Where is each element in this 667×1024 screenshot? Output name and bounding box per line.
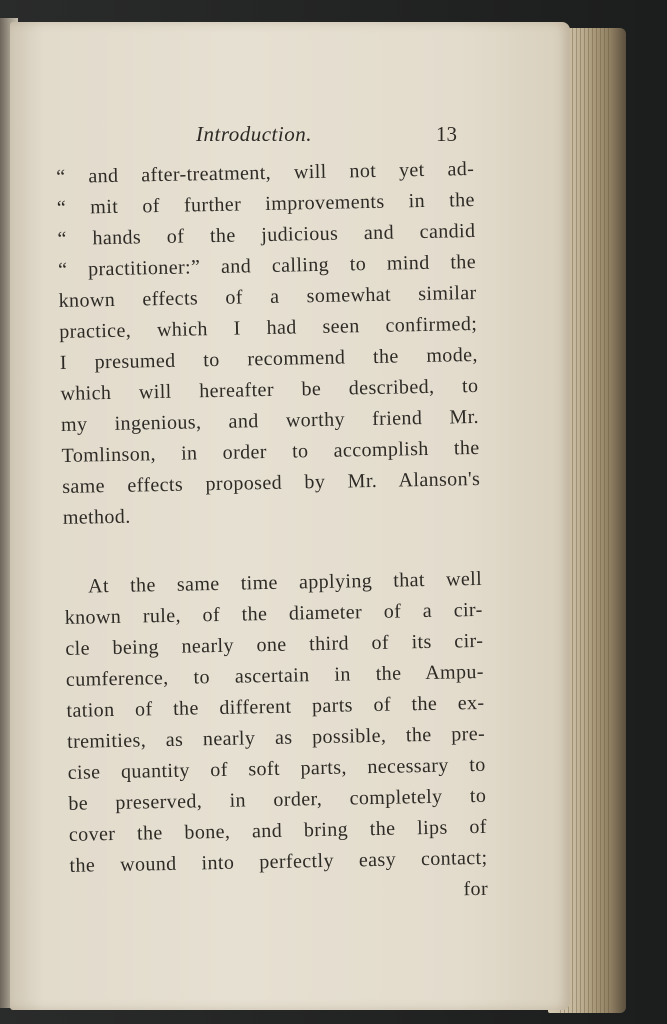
text-line: the wound into perfectly easy contact; [69,846,488,877]
text-line: practice, which I had seen confirmed; [59,312,478,343]
text-line: “ practitioner:” and calling to mind the [57,250,477,281]
text-line: be preserved, in order, completely to [68,784,487,815]
text-line: cumference, to ascertain in the Ampu- [65,660,485,691]
body-text [56,154,488,913]
text-line: my ingenious, and worthy friend Mr. [60,405,480,436]
catchword: for [463,877,489,901]
text-line: tremities, as nearly as possible, the pre- [66,722,486,753]
text-line: “ mit of further improvements in the [56,188,476,219]
text-line: I presumed to recommend the mode, [59,343,478,374]
text-line: cise quantity of soft parts, necessary to [67,753,486,784]
text-line: known effects of a somewhat similar [58,281,477,312]
page-header [10,122,570,156]
text-line: cover the bone, and bring the lips of [68,815,488,846]
text-line: same effects proposed by Mr. Alanson's [62,467,481,498]
text-line: tation of the different parts of the ex- [66,691,485,722]
paragraph-2 [64,564,488,882]
page-number: 13 [436,122,457,146]
book-page [10,22,570,1010]
text-line: which will hereafter be described, to [60,374,479,405]
text-line: known rule, of the diameter of a cir- [64,598,483,629]
paragraph-1 [56,154,481,534]
running-head: Introduction. [196,122,312,146]
text-line: “ hands of the judicious and candid [57,219,476,250]
text-line: At the same time applying that well [87,567,483,598]
text-line: method. [62,505,131,529]
text-line: Tomlinson, in order to accomplish the [61,436,480,467]
text-line: cle being nearly one third of its cir- [65,629,484,660]
text-line: “ and after-treatment, will not yet ad- [56,157,475,188]
